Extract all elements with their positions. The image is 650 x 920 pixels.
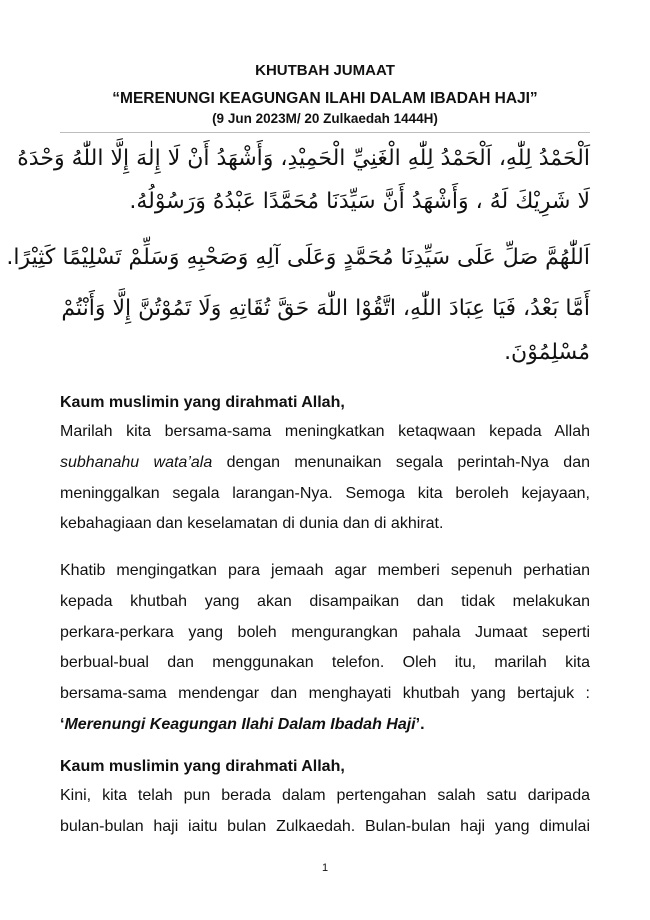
paragraph-line: bersama-sama mendengar dan menghayati khutbah yang bertajuk :: [60, 685, 590, 703]
page-title: KHUTBAH JUMAAT: [255, 62, 395, 79]
paragraph-line: [60, 448, 590, 479]
paragraph-line: kebahagiaan dan keselamatan di dunia dan di akhirat.: [60, 515, 444, 533]
arabic-line-2: لَا شَرِيْكَ لَهُ ، وَأَشْهَدُ أَنَّ سَيِّدَنَا مُحَمَّدًا عَبْدُهُ وَرَسُوْلُهُ.: [129, 189, 590, 214]
paragraph-line: perkara-perkara yang boleh mengurangkan pahala Jumaat seperti: [60, 623, 590, 641]
arabic-line-3: اَللّٰهُمَّ صَلِّ عَلَى سَيِّدِنَا مُحَمَّدٍ وَعَلَى آلِهِ وَصَحْبِهِ وَسَلِّمْ تَسْلِيْمًا كَثِيْرًا.: [6, 245, 590, 270]
sermon-date: (9 Jun 2023M/ 20 Zulkaedah 1444H): [212, 111, 438, 126]
italic-phrase: subhanahu wata’ala: [60, 453, 213, 471]
paragraph-line: meninggalkan segala larangan-Nya. Semoga kita beroleh kejayaan,: [60, 484, 590, 502]
paragraph-line: Kini, kita telah pun berada dalam pertengahan salah satu daripada: [60, 787, 590, 804]
close-quote: ’.: [415, 715, 425, 733]
arabic-line-5: مُسْلِمُوْنَ.: [504, 340, 590, 365]
paragraph-line: kepada khutbah yang akan disampaikan dan tidak melakukan: [60, 592, 590, 610]
arabic-line-1: اَلْحَمْدُ لِلّٰهِ، اَلْحَمْدُ لِلّٰهِ الْغَنِيِّ الْحَمِيْدِ، وَأَشْهَدُ أَنْ لَا إِلٰهَ إِلَّا اللّٰهُ وَحْدَهُ: [17, 146, 590, 171]
sermon-subtitle: “MERENUNGI KEAGUNGAN ILAHI DALAM IBADAH HAJI”: [112, 90, 538, 107]
arabic-line-4: أَمَّا بَعْدُ، فَيَا عِبَادَ اللّٰهِ، اتَّقُوْا اللّٰهَ حَقَّ تُقَاتِهِ وَلَا تَمُوْتُنَّ إِلَّا وَأَنْتُمْ: [61, 296, 590, 321]
section-heading: Kaum muslimin yang dirahmati Allah,: [60, 758, 345, 775]
paragraph-line: Khatib mengingatkan para jemaah agar memberi sepenuh perhatian: [60, 562, 590, 579]
paragraph: [60, 781, 590, 843]
page-number: 1: [321, 862, 329, 874]
line-text: dengan menunaikan segala perintah-Nya dan: [212, 453, 591, 471]
paragraph: [60, 417, 590, 540]
paragraph-line: [60, 710, 590, 741]
paragraph: [60, 556, 590, 741]
paragraph-line: bulan-bulan haji iaitu bulan Zulkaedah. Bulan-bulan haji yang dimulai: [60, 817, 590, 835]
open-quote: ‘: [60, 715, 65, 733]
sermon-title-inline: Merenungi Keagungan Ilahi Dalam Ibadah Haji: [64, 715, 416, 733]
paragraph-line: Marilah kita bersama-sama meningkatkan ketaqwaan kepada Allah: [60, 423, 590, 440]
section-heading: Kaum muslimin yang dirahmati Allah,: [60, 394, 345, 411]
paragraph-line: berbual-bual dan menggunakan telefon. Oleh itu, marilah kita: [60, 654, 590, 672]
header-divider: [60, 132, 590, 133]
